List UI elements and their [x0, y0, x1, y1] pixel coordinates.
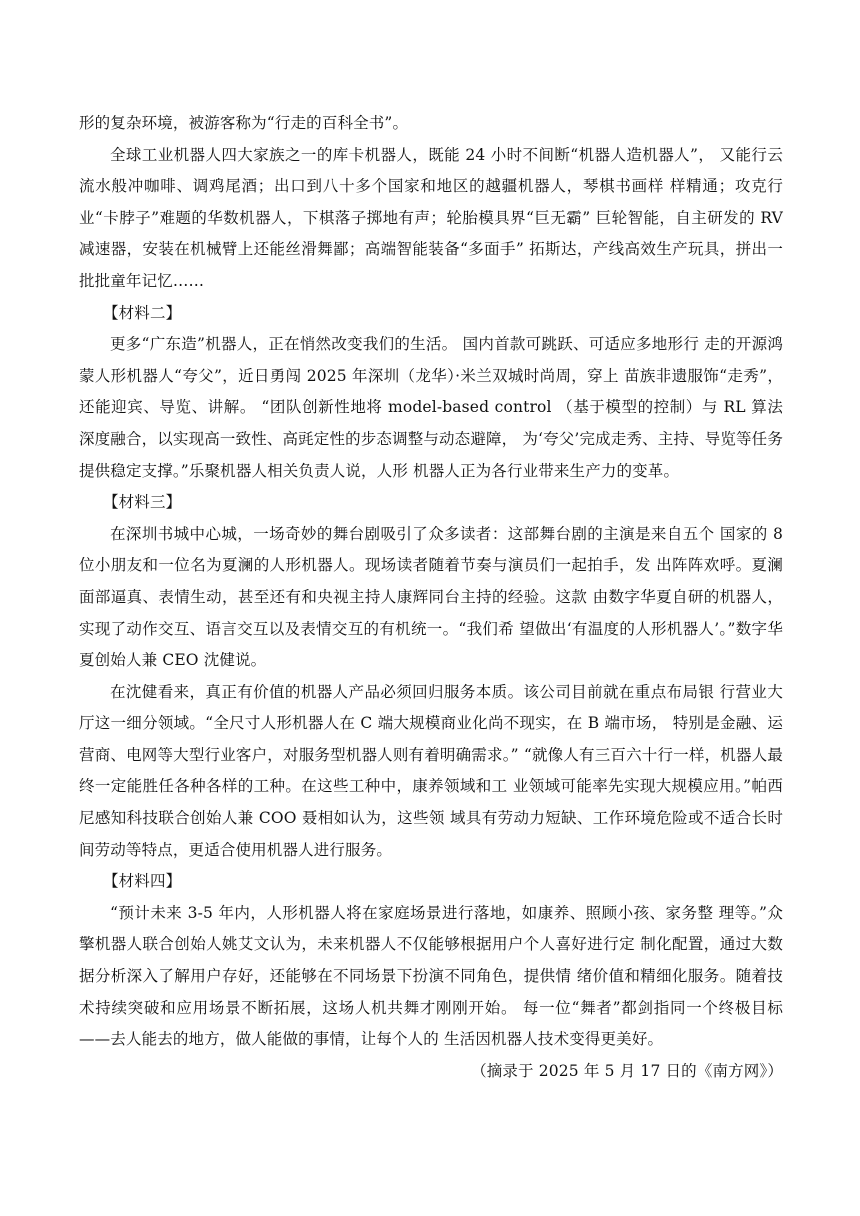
paragraph-xialan-robot: 在深圳书城中心城，一场奇妙的舞台剧吸引了众多读者：这部舞台剧的主演是来自五个 国家的 8 位小朋友和一位名为夏澜的人形机器人。现场读者随着节奏与演员们一起拍手，发 出阵阵欢呼。夏澜面部逼真、表情生动，甚至还有和央视主持人康辉同台主持的经验。这款 由数字华夏自研的机器人，实现了动作交互、语言交互以及表情交互的有机统一。“我们希 望做出‘有温度的人形机器人’。”数字华夏创始人兼 CEO 沈健说。	[79, 524, 783, 670]
section-heading-material-3: 【材料三】	[103, 493, 182, 512]
source-citation: （摘录于 2025 年 5 月 17 日的《南方网》）	[471, 1061, 783, 1080]
paragraph-service-robots: 在沈健看来，真正有价值的机器人产品必须回归服务本质。该公司目前就在重点布局银 行营业大厅这一细分领域。“全尺寸人形机器人在 C 端大规模商业化尚不现实，在 B 端市场， 特别是金融、运营商、电网等大型行业客户，对服务型机器人则有着明确需求。” “就像人有三百六十行一样，机器人最终一定能胜任各种各样的工种。在这些工种中，康养领域和工 业领域可能率先实现大规模应用。”帕西尼感知科技联合创始人兼 COO 聂相如认为，这些领 域具有劳动力短缺、工作环境危险或不适合长时间劳动等特点，更适合使用机器人进行服务。	[79, 682, 783, 859]
paragraph-robot-families: 全球工业机器人四大家族之一的库卡机器人，既能 24 小时不间断“机器人造机器人”， 又能行云流水般冲咖啡、调鸡尾酒；出口到八十多个国家和地区的越疆机器人，琴棋书画样 样精通；攻克行业“卡脖子”难题的华数机器人，下棋落子掷地有声；轮胎模具界“巨无霸” 巨轮智能，自主研发的 RV 减速器，安装在机械臂上还能丝滑舞鄙；高端智能装备“多面手” 拓斯达，产线高效生产玩具，拼出一批批童年记忆……	[79, 145, 783, 290]
article-body	[79, 108, 783, 1087]
section-heading-material-2: 【材料二】	[103, 303, 182, 322]
paragraph-kuafu-robot: 更多“广东造”机器人，正在悄然改变我们的生活。 国内首款可跳跃、可适应多地形行 走的开源鸿蒙人形机器人“夸父”，近日勇闯 2025 年深圳（龙华）·米兰双城时尚周，穿上 苗族非遗服饰“走秀”，还能迎宾、导览、讲解。 “团队创新性地将 model-based control （基于模型的控制）与 RL 算法深度融合，以实现高一致性、高毭定性的步态调整与动态避障， 为‘夸父’完成走秀、主持、导览等任务提供稳定支撑。”乐聚机器人相关负责人说，人形 机器人正为各行业带来生产力的变革。	[79, 335, 783, 480]
section-heading-material-4: 【材料四】	[103, 872, 182, 891]
paragraph-continuation: 形的复杂环境，被游客称为“行走的百科全书”。	[79, 114, 409, 132]
paragraph-home-robots: “预计未来 3-5 年内，人形机器人将在家庭场景进行落地，如康养、照顾小孩、家务整 理等。”众擎机器人联合创始人姚艾文认为，未来机器人不仅能够根据用户个人喜好进行定 制化配置，通过大数据分析深入了解用户存好，还能够在不同场景下扮演不同角色，提供情 绪价值和精细化服务。随着技术持续突破和应用场景不断拓展，这场人机共舞才刚刚开始。 每一位“舞者”都剑指同一个终极目标——去人能去的地方，做人能做的事情，让每个人的 生活因机器人技术变得更美好。	[79, 903, 783, 1049]
